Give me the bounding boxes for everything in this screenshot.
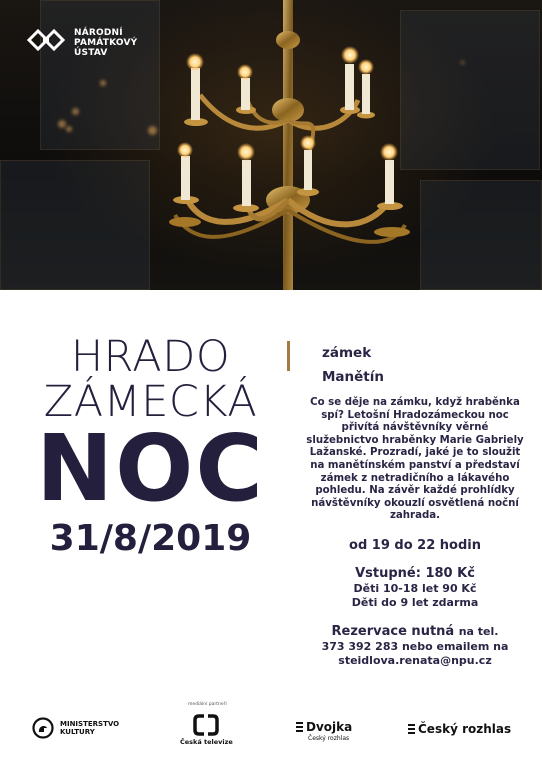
title-line-hrado: HRADO	[70, 332, 231, 382]
reservation-email[interactable]: steidlova.renata@npu.cz	[338, 653, 492, 667]
reservation-phone[interactable]: 373 392 283 nebo emailem na	[321, 639, 509, 653]
event-title	[28, 332, 273, 559]
title-line-zamecka: ZÁMECKÁ	[43, 377, 258, 427]
admission-children: Děti 10-18 let 90 Kč	[353, 581, 477, 595]
dvojka-name: Dvojka	[306, 720, 353, 734]
dvojka-logo[interactable]	[296, 720, 353, 742]
ministry-of-culture-logo[interactable]	[32, 717, 119, 739]
admission-price: Vstupné: 180 Kč	[355, 565, 475, 581]
event-info	[306, 397, 524, 668]
rozhlas-name: Český rozhlas	[418, 722, 512, 736]
ministry-text	[60, 720, 119, 736]
sponsor-footer	[0, 700, 542, 768]
reservation-heading	[306, 624, 524, 640]
event-hours: od 19 do 22 hodin	[349, 537, 481, 553]
npu-logo[interactable]	[26, 28, 137, 58]
reservation-required: Rezervace nutná	[331, 623, 455, 639]
admission-free: Děti do 9 let zdarma	[351, 595, 479, 609]
dvojka-sub: Český rozhlas	[308, 735, 350, 742]
ministry-line: KULTURY	[60, 728, 95, 736]
accent-divider	[287, 341, 290, 371]
title-line-noc: NOC	[36, 415, 265, 522]
npu-logo-text	[74, 28, 137, 58]
logo-line: ÚSTAV	[74, 48, 108, 58]
rozhlas-bars-icon	[408, 724, 415, 735]
ceska-televize-logo[interactable]	[180, 714, 233, 746]
reservation-phone-label: na tel.	[458, 624, 499, 638]
ct-icon	[193, 714, 219, 736]
venue-name: Manětín	[322, 369, 385, 385]
cesky-rozhlas-logo[interactable]	[408, 722, 511, 736]
ministry-line: MINISTERSTVO	[60, 720, 120, 728]
logo-line: NÁRODNÍ	[74, 28, 123, 38]
ct-text: Česká televize	[180, 738, 233, 746]
ministry-emblem-icon	[32, 717, 54, 739]
event-date: 31/8/2019	[49, 518, 252, 559]
npu-logo-icon	[26, 28, 66, 52]
venue-type: zámek	[322, 345, 372, 361]
logo-line: PAMÁTKOVÝ	[74, 38, 138, 48]
hero-candelabra-photo	[0, 0, 542, 290]
event-description: Co se děje na zámku, když hraběnka spí? Letošní Hradozámeckou noc přivítá návštěvníky věrné služebnictvo hraběnky Marie Gabriely Lažanské. Prozradí, jaké je to sloužit na manětínském panství a představí zámek z netradičního a lákavého pohledu. Na závěr každé prohlídky návštěvníky okouzlí osvětlená noční zahrada.	[306, 397, 524, 522]
venue	[322, 341, 384, 389]
rozhlas-bars-icon	[296, 722, 303, 733]
media-partner-label: mediální partneři	[188, 702, 227, 707]
